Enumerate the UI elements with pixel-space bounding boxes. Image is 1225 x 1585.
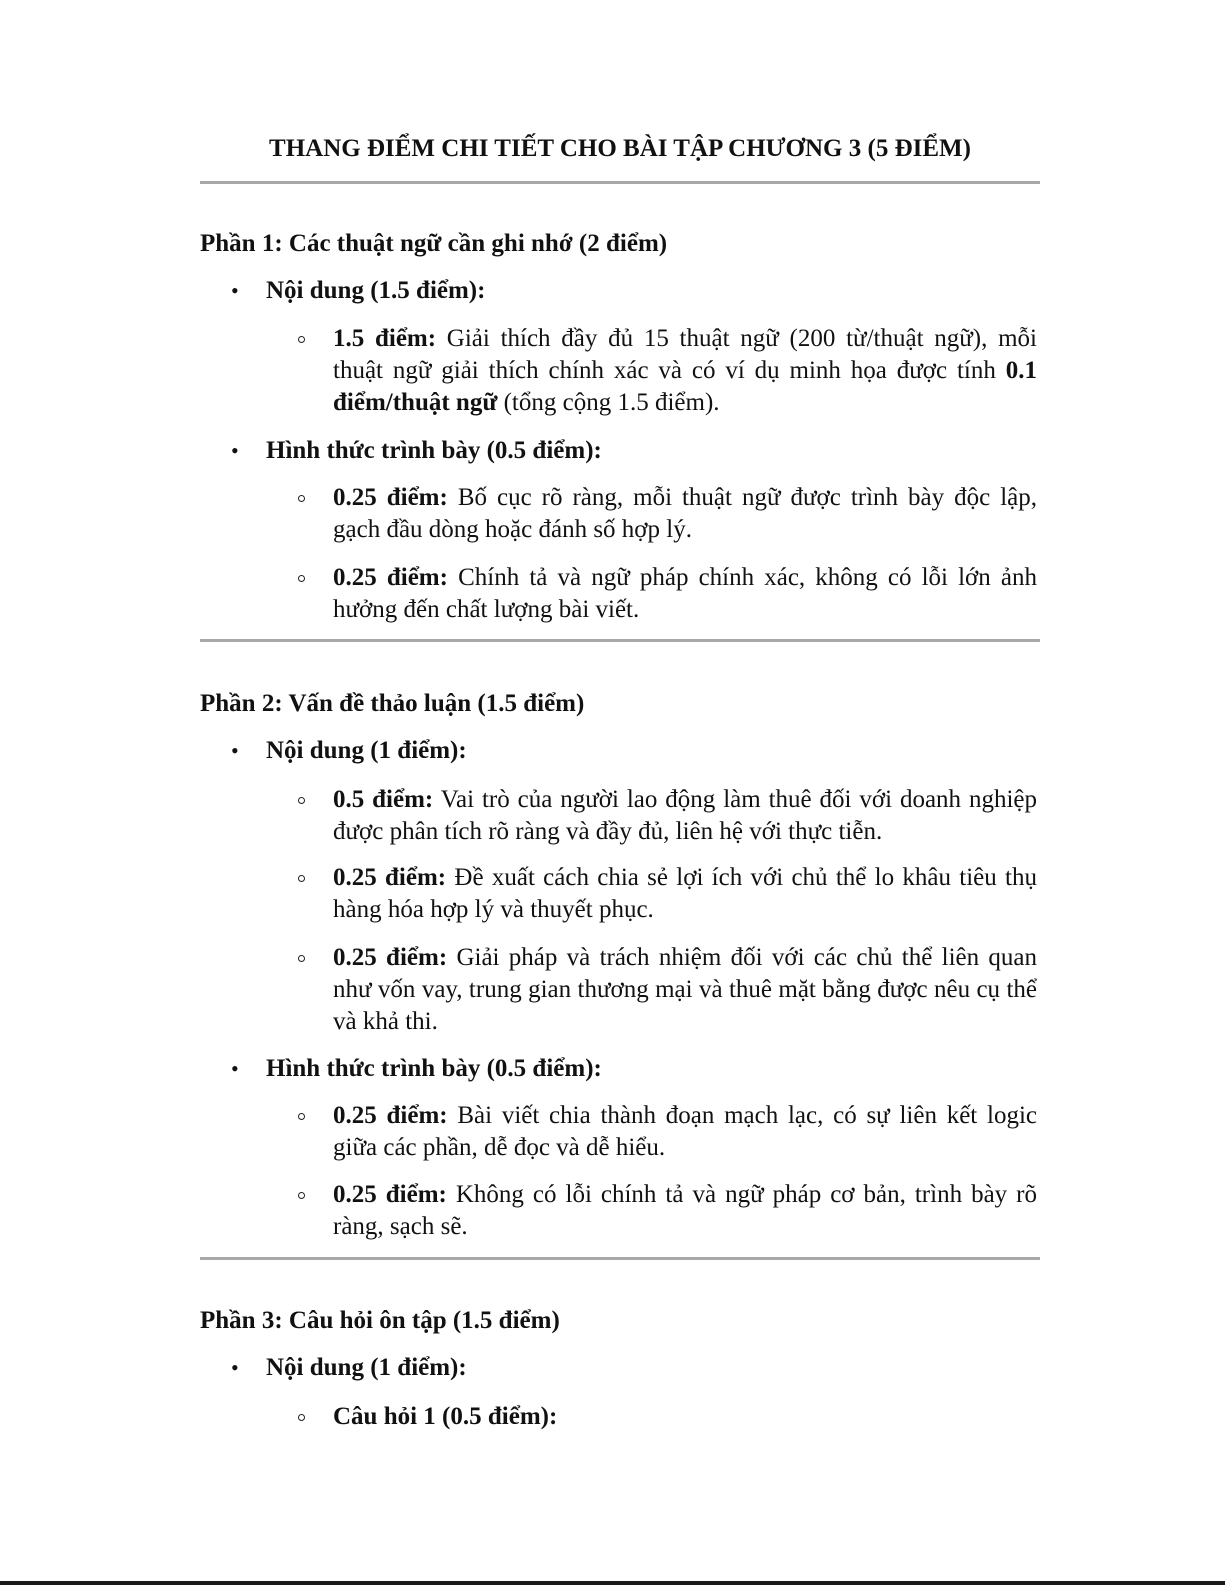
circle-bullet-icon — [298, 1192, 305, 1199]
score-description: Chính tả và ngữ pháp chính xác, không có lỗi lớn ảnh hưởng đến chất lượng bài viết. — [333, 564, 1037, 623]
score-label: 0.25 điểm: — [333, 1181, 447, 1208]
sub-item-text — [333, 1179, 1037, 1243]
sub-item-text — [333, 784, 1037, 848]
bullet-label: Nội dung (1 điểm): — [266, 737, 467, 764]
score-description: Giải thích đầy đủ 15 thuật ngữ (200 từ/thuật ngữ), mỗi thuật ngữ giải thích chính xác và có ví dụ minh họa được tính — [333, 325, 1037, 384]
score-emphasis: 0.1 điểm/thuật ngữ — [333, 357, 1037, 416]
score-label: Câu hỏi 1 (0.5 điểm): — [333, 1403, 558, 1430]
circle-bullet-icon — [298, 875, 305, 882]
bullet-item — [200, 1352, 1040, 1384]
circle-bullet-icon — [298, 955, 305, 962]
score-label: 1.5 điểm: — [333, 325, 437, 352]
bullet-dot: • — [231, 1355, 239, 1380]
score-label: 0.25 điểm: — [333, 864, 447, 891]
divider — [200, 639, 1040, 642]
bullet-item — [200, 735, 1040, 767]
score-description: Bố cục rõ ràng, mỗi thuật ngữ được trình bày độc lập, gạch đầu dòng hoặc đánh số hợp lý. — [333, 484, 1037, 543]
divider — [200, 1257, 1040, 1260]
bullet-item — [200, 275, 1040, 307]
bullet-item — [200, 1053, 1040, 1085]
circle-bullet-icon — [298, 1113, 305, 1120]
bullet-dot: • — [231, 738, 239, 763]
score-description: Giải pháp và trách nhiệm đối với các chủ thể liên quan như vốn vay, trung gian thương mại và thuê mặt bằng được nêu cụ thể và khả thi. — [333, 944, 1037, 1035]
sub-item-text — [333, 862, 1037, 926]
score-label: 0.25 điểm: — [333, 484, 448, 511]
bullet-dot: • — [231, 438, 239, 463]
sub-item-text — [333, 562, 1037, 626]
score-description-end: (tổng cộng 1.5 điểm). — [497, 389, 720, 416]
sub-item-text — [333, 942, 1037, 1038]
score-description: Đề xuất cách chia sẻ lợi ích với chủ thể lo khâu tiêu thụ hàng hóa hợp lý và thuyết phục. — [333, 864, 1037, 923]
circle-bullet-icon — [298, 797, 305, 804]
bullet-label: Hình thức trình bày (0.5 điểm): — [266, 1055, 602, 1082]
section-heading-2: Phần 2: Vấn đề thảo luận (1.5 điểm) — [200, 690, 585, 717]
divider — [200, 181, 1040, 184]
bullet-label: Nội dung (1.5 điểm): — [266, 277, 486, 304]
score-label: 0.25 điểm: — [333, 1102, 448, 1129]
page-bottom-edge — [0, 1581, 1225, 1585]
score-description: Vai trò của người lao động làm thuê đối với doanh nghiệp được phân tích rõ ràng và đầy đủ, liên hệ với thực tiễn. — [333, 786, 1038, 845]
section-heading-1: Phần 1: Các thuật ngữ cần ghi nhớ (2 điểm) — [200, 230, 668, 257]
bullet-dot: • — [231, 278, 239, 303]
circle-bullet-icon — [298, 495, 305, 502]
score-label: 0.5 điểm: — [333, 786, 434, 813]
circle-bullet-icon — [298, 575, 305, 582]
score-label: 0.25 điểm: — [333, 944, 448, 971]
bullet-dot: • — [231, 1056, 239, 1081]
sub-item-text — [333, 1401, 1037, 1433]
sub-item-text — [333, 482, 1037, 546]
bullet-label: Nội dung (1 điểm): — [266, 1354, 467, 1381]
circle-bullet-icon — [298, 336, 305, 343]
score-description: Không có lỗi chính tả và ngữ pháp cơ bản, trình bày rõ ràng, sạch sẽ. — [333, 1181, 1037, 1240]
bullet-label: Hình thức trình bày (0.5 điểm): — [266, 437, 602, 464]
score-description: Bài viết chia thành đoạn mạch lạc, có sự liên kết logic giữa các phần, dễ đọc và dễ hiểu. — [333, 1102, 1037, 1161]
sub-item-text — [333, 323, 1037, 419]
score-label: 0.25 điểm: — [333, 564, 448, 591]
bullet-item — [200, 435, 1040, 467]
section-heading-3: Phần 3: Câu hỏi ôn tập (1.5 điểm) — [200, 1307, 560, 1334]
circle-bullet-icon — [298, 1414, 305, 1421]
sub-item-text — [333, 1100, 1037, 1164]
document-title: THANG ĐIỂM CHI TIẾT CHO BÀI TẬP CHƯƠNG 3 (5 ĐIỂM) — [269, 135, 971, 162]
